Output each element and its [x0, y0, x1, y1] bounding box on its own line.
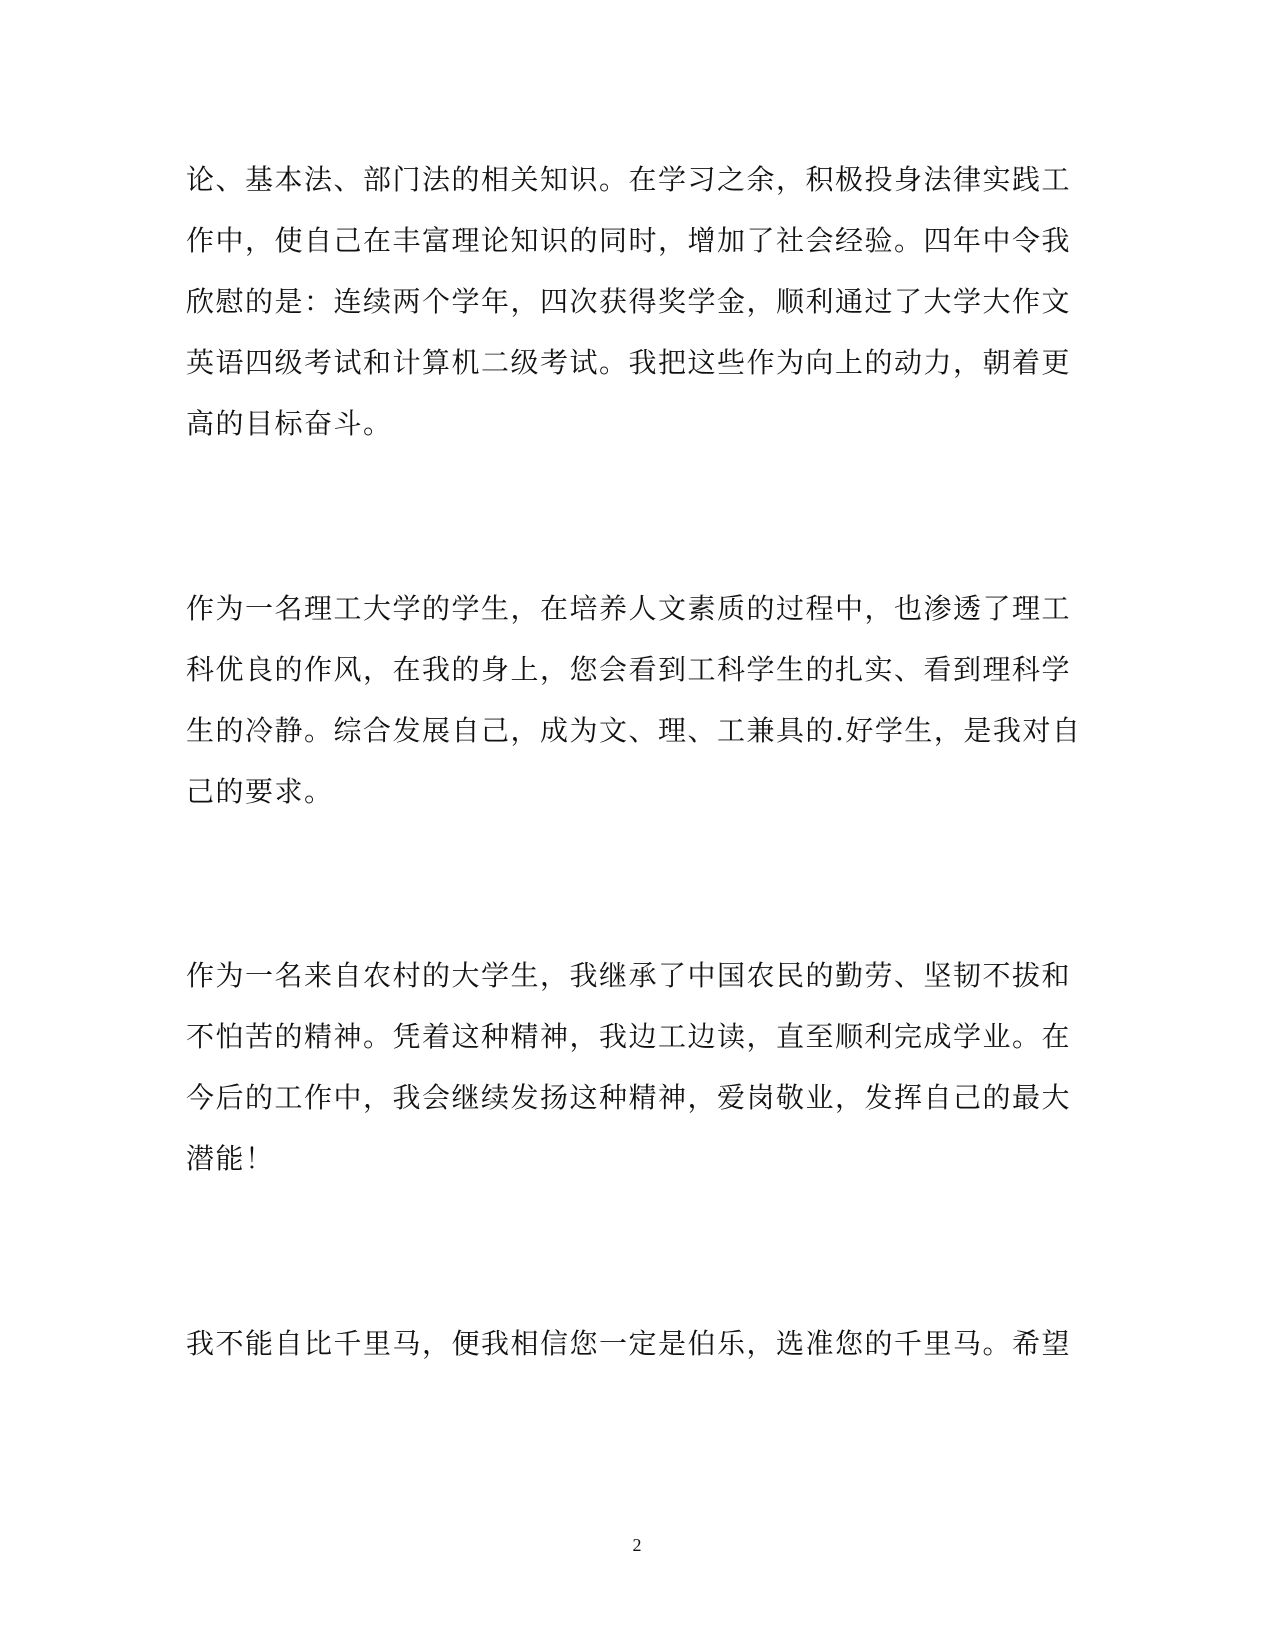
paragraph-2-line-4: 己的要求。	[186, 775, 334, 808]
paragraph-2-line-3: 生的冷静。综合发展自己，成为文、理、工兼具的.好学生，是我对自	[186, 714, 1082, 747]
paragraph-2-line-2: 科优良的作风，在我的身上，您会看到工科学生的扎实、看到理科学	[186, 653, 1072, 686]
paragraph-2-line-1: 作为一名理工大学的学生，在培养人文素质的过程中，也渗透了理工	[186, 592, 1072, 625]
paragraph-3-line-3: 今后的工作中，我会继续发扬这种精神，爱岗敬业，发挥自己的最大	[186, 1081, 1072, 1114]
paragraph-3-line-1: 作为一名来自农村的大学生，我继承了中国农民的勤劳、坚韧不拔和	[186, 959, 1072, 992]
paragraph-3-line-2: 不怕苦的精神。凭着这种精神，我边工边读，直至顺利完成学业。在	[186, 1020, 1072, 1053]
paragraph-3-line-4: 潜能！	[186, 1142, 275, 1175]
paragraph-4-line-1: 我不能自比千里马，便我相信您一定是伯乐，选准您的千里马。希望	[186, 1327, 1072, 1360]
page-number: 2	[632, 1535, 642, 1555]
paragraph-1-line-2: 作中，使自己在丰富理论知识的同时，增加了社会经验。四年中令我	[186, 224, 1072, 257]
paragraph-1-line-5: 高的目标奋斗。	[186, 407, 393, 440]
paragraph-1-line-3: 欣慰的是：连续两个学年，四次获得奖学金，顺利通过了大学大作文	[186, 285, 1072, 318]
paragraph-1-line-1: 论、基本法、部门法的相关知识。在学习之余，积极投身法律实践工	[186, 163, 1072, 196]
paragraph-1-line-4: 英语四级考试和计算机二级考试。我把这些作为向上的动力，朝着更	[186, 346, 1072, 379]
